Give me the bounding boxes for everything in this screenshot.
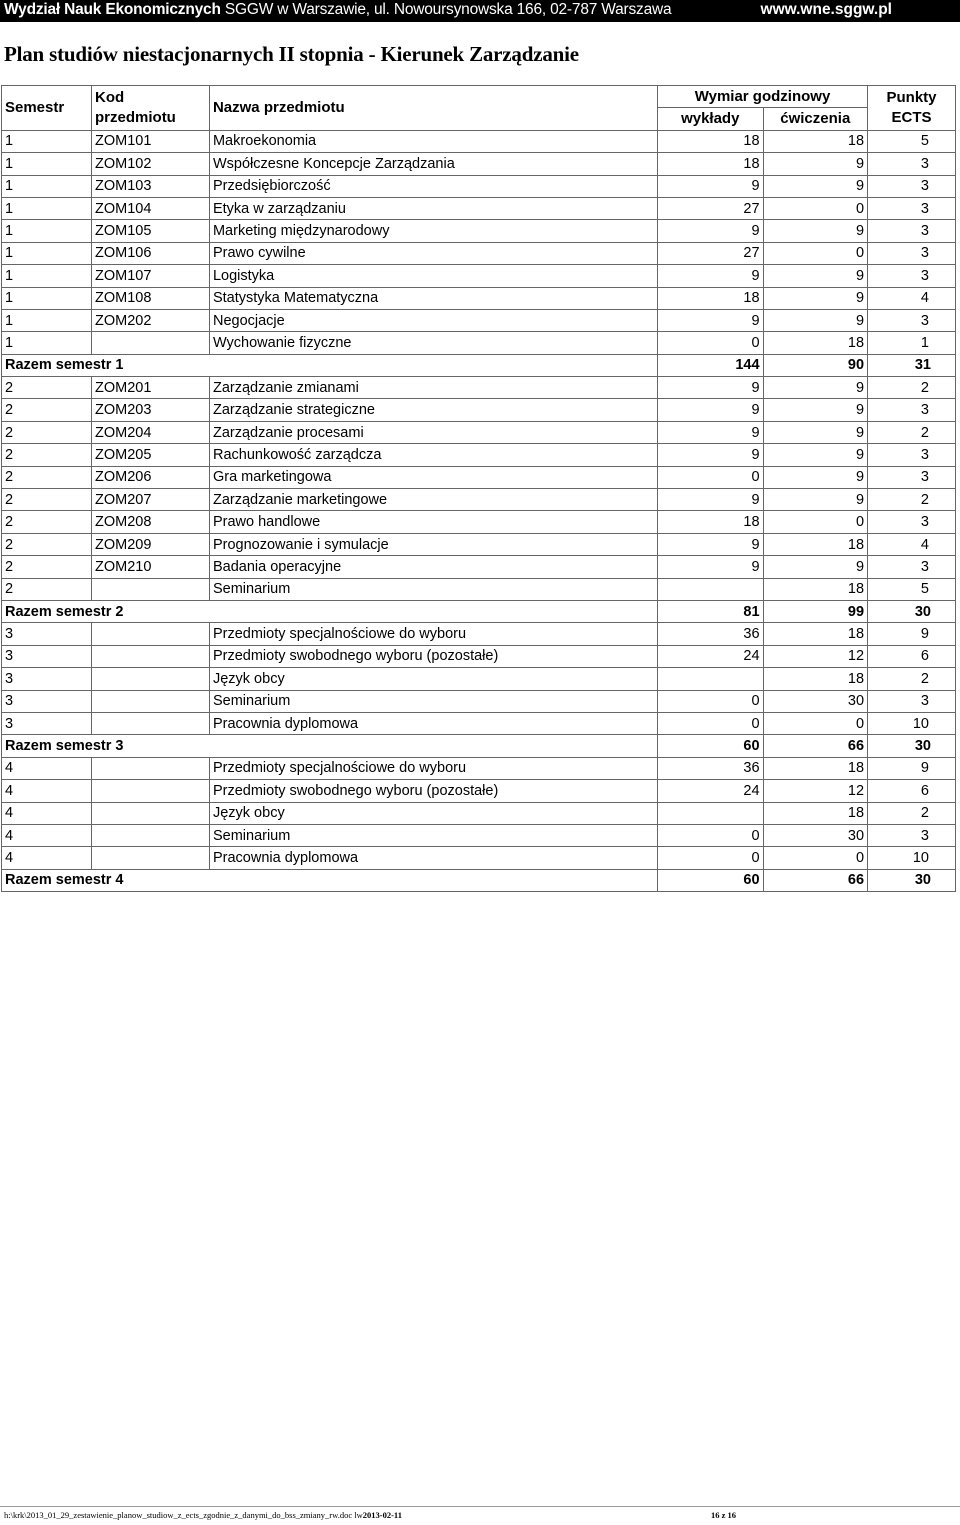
lecture-hours-cell: 9 bbox=[657, 399, 763, 421]
ects-points-cell: 1 bbox=[868, 332, 956, 354]
table-row bbox=[2, 332, 956, 354]
semester-cell: 2 bbox=[2, 377, 92, 399]
document-title: Plan studiów niestacjonarnych II stopnia - Kierunek Zarządzanie bbox=[4, 42, 579, 66]
course-name-cell: Wychowanie fizyczne bbox=[209, 332, 657, 354]
semester-cell: 2 bbox=[2, 578, 92, 600]
course-name-cell: Seminarium bbox=[209, 690, 657, 712]
exercise-hours-cell: 9 bbox=[763, 265, 868, 287]
course-name-cell: Pracownia dyplomowa bbox=[209, 712, 657, 734]
header-punkty-line2: ECTS bbox=[891, 108, 932, 126]
exercise-hours-cell: 30 bbox=[763, 690, 868, 712]
table-row bbox=[2, 757, 956, 779]
course-name-cell: Przedmioty specjalnościowe do wyboru bbox=[209, 623, 657, 645]
course-code-cell bbox=[92, 332, 210, 354]
course-name-cell: Zarządzanie marketingowe bbox=[209, 489, 657, 511]
table-body bbox=[2, 130, 956, 891]
course-name-cell: Etyka w zarządzaniu bbox=[209, 197, 657, 219]
course-name-cell: Przedmioty swobodnego wyboru (pozostałe) bbox=[209, 780, 657, 802]
exercise-hours-cell: 18 bbox=[763, 533, 868, 555]
course-name-cell: Seminarium bbox=[209, 578, 657, 600]
course-code-cell bbox=[92, 623, 210, 645]
table-row bbox=[2, 668, 956, 690]
course-code-cell: ZOM204 bbox=[92, 421, 210, 443]
table-row bbox=[2, 847, 956, 869]
course-name-cell: Zarządzanie procesami bbox=[209, 421, 657, 443]
ects-points-cell: 3 bbox=[868, 556, 956, 578]
lecture-hours-cell: 18 bbox=[657, 130, 763, 152]
semester-cell: 1 bbox=[2, 332, 92, 354]
ects-points-cell: 30 bbox=[868, 600, 956, 622]
exercise-hours-cell: 18 bbox=[763, 802, 868, 824]
exercise-hours-cell: 18 bbox=[763, 668, 868, 690]
summary-label-cell: Razem semestr 3 bbox=[2, 735, 658, 757]
course-code-cell bbox=[92, 712, 210, 734]
footer-page-number: 16 z 16 bbox=[711, 1510, 737, 1520]
lecture-hours-cell: 9 bbox=[657, 220, 763, 242]
header-semestr: Semestr bbox=[2, 86, 92, 131]
exercise-hours-cell: 9 bbox=[763, 421, 868, 443]
course-code-cell: ZOM202 bbox=[92, 309, 210, 331]
table-row bbox=[2, 489, 956, 511]
course-name-cell: Zarządzanie strategiczne bbox=[209, 399, 657, 421]
lecture-hours-cell: 0 bbox=[657, 824, 763, 846]
exercise-hours-cell: 99 bbox=[763, 600, 868, 622]
semester-cell: 2 bbox=[2, 511, 92, 533]
summary-row bbox=[2, 735, 956, 757]
lecture-hours-cell: 0 bbox=[657, 690, 763, 712]
semester-cell: 1 bbox=[2, 309, 92, 331]
ects-points-cell: 2 bbox=[868, 489, 956, 511]
course-name-cell: Statystyka Matematyczna bbox=[209, 287, 657, 309]
ects-points-cell: 3 bbox=[868, 309, 956, 331]
table-row bbox=[2, 220, 956, 242]
ects-points-cell: 5 bbox=[868, 578, 956, 600]
table-row bbox=[2, 175, 956, 197]
course-code-cell bbox=[92, 757, 210, 779]
course-name-cell: Język obcy bbox=[209, 802, 657, 824]
ects-points-cell: 6 bbox=[868, 780, 956, 802]
course-code-cell: ZOM203 bbox=[92, 399, 210, 421]
course-code-cell: ZOM103 bbox=[92, 175, 210, 197]
course-name-cell: Prawo handlowe bbox=[209, 511, 657, 533]
exercise-hours-cell: 18 bbox=[763, 332, 868, 354]
exercise-hours-cell: 9 bbox=[763, 556, 868, 578]
table-row bbox=[2, 130, 956, 152]
exercise-hours-cell: 0 bbox=[763, 242, 868, 264]
summary-row bbox=[2, 354, 956, 376]
ects-points-cell: 9 bbox=[868, 757, 956, 779]
ects-points-cell: 3 bbox=[868, 399, 956, 421]
institution-address: SGGW w Warszawie, ul. Nowoursynowska 166, 02-787 Warszawa bbox=[220, 1, 672, 18]
ects-points-cell: 6 bbox=[868, 645, 956, 667]
institution-name: Wydział Nauk Ekonomicznych bbox=[4, 1, 221, 18]
table-row bbox=[2, 645, 956, 667]
ects-points-cell: 5 bbox=[868, 130, 956, 152]
table-row bbox=[2, 466, 956, 488]
exercise-hours-cell: 66 bbox=[763, 869, 868, 891]
website-url: www.wne.sggw.pl bbox=[760, 1, 892, 18]
semester-cell: 3 bbox=[2, 712, 92, 734]
course-code-cell: ZOM205 bbox=[92, 444, 210, 466]
ects-points-cell: 4 bbox=[868, 533, 956, 555]
ects-points-cell: 3 bbox=[868, 175, 956, 197]
semester-cell: 2 bbox=[2, 399, 92, 421]
lecture-hours-cell: 0 bbox=[657, 466, 763, 488]
lecture-hours-cell: 27 bbox=[657, 197, 763, 219]
course-code-cell: ZOM107 bbox=[92, 265, 210, 287]
semester-cell: 4 bbox=[2, 847, 92, 869]
summary-row bbox=[2, 869, 956, 891]
exercise-hours-cell: 0 bbox=[763, 511, 868, 533]
ects-points-cell: 9 bbox=[868, 623, 956, 645]
exercise-hours-cell: 30 bbox=[763, 824, 868, 846]
header-nazwa: Nazwa przedmiotu bbox=[209, 86, 657, 131]
table-row bbox=[2, 533, 956, 555]
semester-cell: 3 bbox=[2, 623, 92, 645]
course-code-cell: ZOM201 bbox=[92, 377, 210, 399]
course-code-cell: ZOM208 bbox=[92, 511, 210, 533]
lecture-hours-cell: 36 bbox=[657, 757, 763, 779]
lecture-hours-cell: 144 bbox=[657, 354, 763, 376]
lecture-hours-cell: 9 bbox=[657, 421, 763, 443]
footer-marker: lw bbox=[352, 1510, 363, 1520]
exercise-hours-cell: 9 bbox=[763, 377, 868, 399]
exercise-hours-cell: 9 bbox=[763, 220, 868, 242]
header-kod-line2: przedmiotu bbox=[95, 108, 176, 126]
header-wymiar: Wymiar godzinowy bbox=[657, 86, 867, 108]
course-code-cell: ZOM209 bbox=[92, 533, 210, 555]
exercise-hours-cell: 0 bbox=[763, 712, 868, 734]
course-name-cell: Język obcy bbox=[209, 668, 657, 690]
lecture-hours-cell: 18 bbox=[657, 153, 763, 175]
exercise-hours-cell: 9 bbox=[763, 287, 868, 309]
lecture-hours-cell: 0 bbox=[657, 712, 763, 734]
lecture-hours-cell bbox=[657, 578, 763, 600]
table-row bbox=[2, 578, 956, 600]
lecture-hours-cell: 36 bbox=[657, 623, 763, 645]
exercise-hours-cell: 18 bbox=[763, 757, 868, 779]
exercise-hours-cell: 18 bbox=[763, 130, 868, 152]
summary-row bbox=[2, 600, 956, 622]
exercise-hours-cell: 18 bbox=[763, 623, 868, 645]
table-row bbox=[2, 780, 956, 802]
summary-label-cell: Razem semestr 1 bbox=[2, 354, 658, 376]
course-code-cell bbox=[92, 802, 210, 824]
lecture-hours-cell: 9 bbox=[657, 489, 763, 511]
table-row bbox=[2, 377, 956, 399]
table-row bbox=[2, 287, 956, 309]
footer-path: h:\krk\2013_01_29_zestawienie_planow_studiow_z_ects_zgodnie_z_danymi_do_bss_zmiany_rw.doc bbox=[4, 1510, 353, 1520]
course-name-cell: Marketing międzynarodowy bbox=[209, 220, 657, 242]
ects-points-cell: 30 bbox=[868, 869, 956, 891]
course-code-cell: ZOM105 bbox=[92, 220, 210, 242]
ects-points-cell: 31 bbox=[868, 354, 956, 376]
semester-cell: 1 bbox=[2, 242, 92, 264]
ects-points-cell: 2 bbox=[868, 802, 956, 824]
course-code-cell: ZOM101 bbox=[92, 130, 210, 152]
lecture-hours-cell: 81 bbox=[657, 600, 763, 622]
course-code-cell bbox=[92, 690, 210, 712]
table-row bbox=[2, 265, 956, 287]
course-name-cell: Makroekonomia bbox=[209, 130, 657, 152]
course-code-cell bbox=[92, 645, 210, 667]
course-name-cell: Przedmioty swobodnego wyboru (pozostałe) bbox=[209, 645, 657, 667]
header-kod-line1: Kod bbox=[95, 88, 125, 106]
table-row bbox=[2, 153, 956, 175]
ects-points-cell: 3 bbox=[868, 153, 956, 175]
exercise-hours-cell: 12 bbox=[763, 645, 868, 667]
ects-points-cell: 10 bbox=[868, 847, 956, 869]
semester-cell: 2 bbox=[2, 533, 92, 555]
lecture-hours-cell: 18 bbox=[657, 511, 763, 533]
lecture-hours-cell: 60 bbox=[657, 735, 763, 757]
exercise-hours-cell: 12 bbox=[763, 780, 868, 802]
semester-cell: 1 bbox=[2, 175, 92, 197]
summary-label-cell: Razem semestr 4 bbox=[2, 869, 658, 891]
footer-divider bbox=[0, 1506, 960, 1507]
semester-cell: 2 bbox=[2, 421, 92, 443]
lecture-hours-cell: 60 bbox=[657, 869, 763, 891]
lecture-hours-cell: 24 bbox=[657, 645, 763, 667]
semester-cell: 3 bbox=[2, 668, 92, 690]
table-row bbox=[2, 802, 956, 824]
exercise-hours-cell: 9 bbox=[763, 153, 868, 175]
course-name-cell: Seminarium bbox=[209, 824, 657, 846]
lecture-hours-cell: 9 bbox=[657, 175, 763, 197]
exercise-hours-cell: 66 bbox=[763, 735, 868, 757]
course-name-cell: Prognozowanie i symulacje bbox=[209, 533, 657, 555]
ects-points-cell: 2 bbox=[868, 668, 956, 690]
semester-cell: 1 bbox=[2, 265, 92, 287]
lecture-hours-cell: 18 bbox=[657, 287, 763, 309]
header-kod bbox=[92, 86, 210, 131]
course-code-cell: ZOM206 bbox=[92, 466, 210, 488]
table-row bbox=[2, 623, 956, 645]
table-row bbox=[2, 242, 956, 264]
course-code-cell bbox=[92, 824, 210, 846]
semester-cell: 1 bbox=[2, 153, 92, 175]
lecture-hours-cell: 9 bbox=[657, 309, 763, 331]
header-cwiczenia: ćwiczenia bbox=[763, 108, 868, 130]
exercise-hours-cell: 9 bbox=[763, 175, 868, 197]
exercise-hours-cell: 90 bbox=[763, 354, 868, 376]
course-code-cell: ZOM102 bbox=[92, 153, 210, 175]
lecture-hours-cell: 27 bbox=[657, 242, 763, 264]
table-row bbox=[2, 556, 956, 578]
lecture-hours-cell: 9 bbox=[657, 533, 763, 555]
course-name-cell: Współczesne Koncepcje Zarządzania bbox=[209, 153, 657, 175]
course-code-cell: ZOM104 bbox=[92, 197, 210, 219]
course-name-cell: Logistyka bbox=[209, 265, 657, 287]
ects-points-cell: 2 bbox=[868, 421, 956, 443]
ects-points-cell: 3 bbox=[868, 466, 956, 488]
table-row bbox=[2, 421, 956, 443]
exercise-hours-cell: 9 bbox=[763, 444, 868, 466]
lecture-hours-cell bbox=[657, 802, 763, 824]
exercise-hours-cell: 0 bbox=[763, 197, 868, 219]
lecture-hours-cell: 9 bbox=[657, 377, 763, 399]
course-code-cell: ZOM108 bbox=[92, 287, 210, 309]
semester-cell: 4 bbox=[2, 780, 92, 802]
course-name-cell: Przedmioty specjalnościowe do wyboru bbox=[209, 757, 657, 779]
course-code-cell bbox=[92, 847, 210, 869]
study-plan-table bbox=[1, 85, 956, 892]
table-row bbox=[2, 690, 956, 712]
exercise-hours-cell: 9 bbox=[763, 399, 868, 421]
exercise-hours-cell: 9 bbox=[763, 489, 868, 511]
lecture-hours-cell bbox=[657, 668, 763, 690]
course-name-cell: Zarządzanie zmianami bbox=[209, 377, 657, 399]
ects-points-cell: 3 bbox=[868, 511, 956, 533]
semester-cell: 3 bbox=[2, 645, 92, 667]
ects-points-cell: 3 bbox=[868, 824, 956, 846]
ects-points-cell: 3 bbox=[868, 242, 956, 264]
semester-cell: 2 bbox=[2, 556, 92, 578]
ects-points-cell: 3 bbox=[868, 197, 956, 219]
header-punkty bbox=[868, 86, 956, 131]
ects-points-cell: 3 bbox=[868, 220, 956, 242]
lecture-hours-cell: 0 bbox=[657, 332, 763, 354]
footer-date: 2013-02-11 bbox=[362, 1510, 402, 1520]
table-row bbox=[2, 197, 956, 219]
page-header-bar bbox=[0, 0, 960, 22]
lecture-hours-cell: 9 bbox=[657, 556, 763, 578]
semester-cell: 1 bbox=[2, 130, 92, 152]
semester-cell: 4 bbox=[2, 824, 92, 846]
course-name-cell: Pracownia dyplomowa bbox=[209, 847, 657, 869]
semester-cell: 2 bbox=[2, 444, 92, 466]
course-name-cell: Gra marketingowa bbox=[209, 466, 657, 488]
semester-cell: 4 bbox=[2, 757, 92, 779]
footer-file-info bbox=[4, 1510, 402, 1520]
ects-points-cell: 10 bbox=[868, 712, 956, 734]
table-row bbox=[2, 399, 956, 421]
exercise-hours-cell: 9 bbox=[763, 466, 868, 488]
table-row bbox=[2, 444, 956, 466]
ects-points-cell: 2 bbox=[868, 377, 956, 399]
course-name-cell: Przedsiębiorczość bbox=[209, 175, 657, 197]
header-punkty-line1: Punkty bbox=[886, 88, 937, 106]
lecture-hours-cell: 0 bbox=[657, 847, 763, 869]
exercise-hours-cell: 18 bbox=[763, 578, 868, 600]
course-name-cell: Rachunkowość zarządcza bbox=[209, 444, 657, 466]
table-row bbox=[2, 712, 956, 734]
ects-points-cell: 3 bbox=[868, 265, 956, 287]
summary-label-cell: Razem semestr 2 bbox=[2, 600, 658, 622]
semester-cell: 1 bbox=[2, 220, 92, 242]
ects-points-cell: 30 bbox=[868, 735, 956, 757]
course-code-cell bbox=[92, 780, 210, 802]
table-row bbox=[2, 511, 956, 533]
ects-points-cell: 4 bbox=[868, 287, 956, 309]
course-code-cell: ZOM207 bbox=[92, 489, 210, 511]
lecture-hours-cell: 24 bbox=[657, 780, 763, 802]
table-row bbox=[2, 824, 956, 846]
semester-cell: 4 bbox=[2, 802, 92, 824]
lecture-hours-cell: 9 bbox=[657, 265, 763, 287]
ects-points-cell: 3 bbox=[868, 690, 956, 712]
exercise-hours-cell: 0 bbox=[763, 847, 868, 869]
semester-cell: 2 bbox=[2, 466, 92, 488]
semester-cell: 1 bbox=[2, 287, 92, 309]
exercise-hours-cell: 9 bbox=[763, 309, 868, 331]
table-row bbox=[2, 309, 956, 331]
course-code-cell bbox=[92, 578, 210, 600]
semester-cell: 3 bbox=[2, 690, 92, 712]
course-code-cell: ZOM106 bbox=[92, 242, 210, 264]
semester-cell: 2 bbox=[2, 489, 92, 511]
ects-points-cell: 3 bbox=[868, 444, 956, 466]
institution-text bbox=[4, 1, 671, 19]
course-code-cell bbox=[92, 668, 210, 690]
course-name-cell: Prawo cywilne bbox=[209, 242, 657, 264]
course-name-cell: Negocjacje bbox=[209, 309, 657, 331]
semester-cell: 1 bbox=[2, 197, 92, 219]
header-wyklady: wykłady bbox=[657, 108, 763, 130]
lecture-hours-cell: 9 bbox=[657, 444, 763, 466]
course-name-cell: Badania operacyjne bbox=[209, 556, 657, 578]
course-code-cell: ZOM210 bbox=[92, 556, 210, 578]
